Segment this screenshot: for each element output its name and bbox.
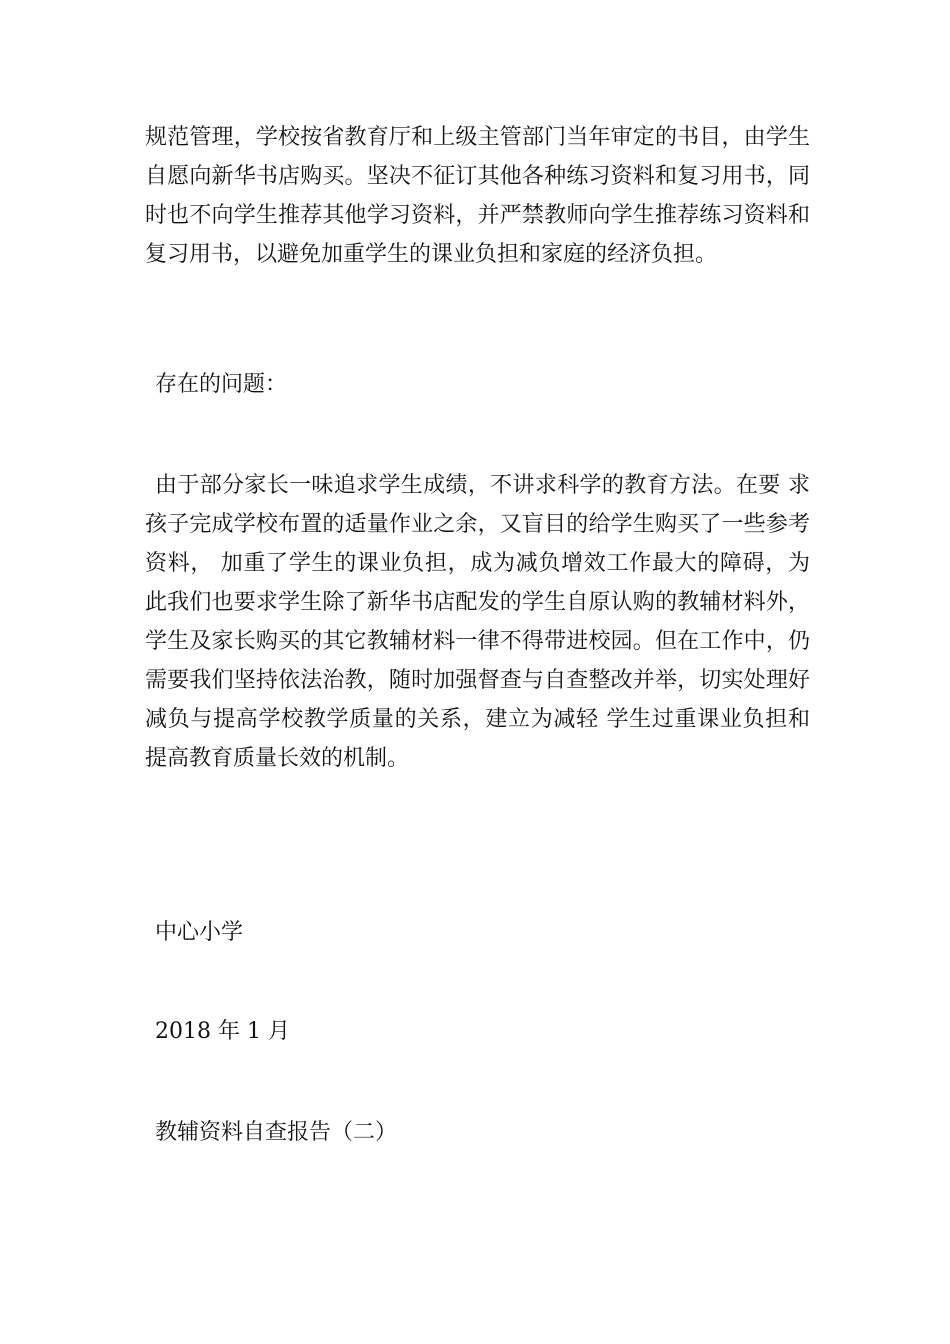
section-heading-problems: 存在的问题： bbox=[155, 372, 288, 397]
paragraph-line: 自愿向新华书店购买。坚决不征订其他各种练习资料和复习用书，同 bbox=[145, 164, 810, 189]
paragraph-line: 复习用书，以避免加重学生的课业负担和家庭的经济负担。 bbox=[145, 242, 718, 267]
paragraph-line: 提高教育质量长效的机制。 bbox=[145, 746, 410, 771]
paragraph-line: 规范管理，学校按省教育厅和上级主管部门当年审定的书目，由学生 bbox=[145, 125, 810, 150]
paragraph-book-policy bbox=[145, 118, 810, 274]
signature-school: 中心小学 bbox=[155, 920, 244, 945]
paragraph-line: 孩子完成学校布置的适量作业之余，又盲目的给学生购买了一些参考 bbox=[145, 512, 810, 537]
signature-date: 2018 年 1 月 bbox=[155, 1019, 290, 1044]
paragraph-line: 学生及家长购买的其它教辅材料一律不得带进校园。但在工作中，仍 bbox=[145, 629, 810, 654]
paragraph-line: 资料， 加重了学生的课业负担，成为减负增效工作最大的障碍，为 bbox=[145, 551, 810, 576]
paragraph-problems bbox=[145, 466, 810, 778]
paragraph-line: 此我们也要求学生除了新华书店配发的学生自原认购的教辅材料外， bbox=[145, 590, 810, 615]
paragraph-line: 由于部分家长一味追求学生成绩，不讲求科学的教育方法。在要 求 bbox=[155, 473, 810, 498]
paragraph-line: 时也不向学生推荐其他学习资料，并严禁教师向学生推荐练习资料和 bbox=[145, 203, 810, 228]
paragraph-line: 减负与提高学校教学质量的关系，建立为减轻 学生过重课业负担和 bbox=[145, 707, 810, 732]
paragraph-line: 需要我们坚持依法治教，随时加强督查与自查整改并举，切实处理好 bbox=[145, 668, 810, 693]
next-report-title: 教辅资料自查报告（二） bbox=[155, 1120, 398, 1145]
